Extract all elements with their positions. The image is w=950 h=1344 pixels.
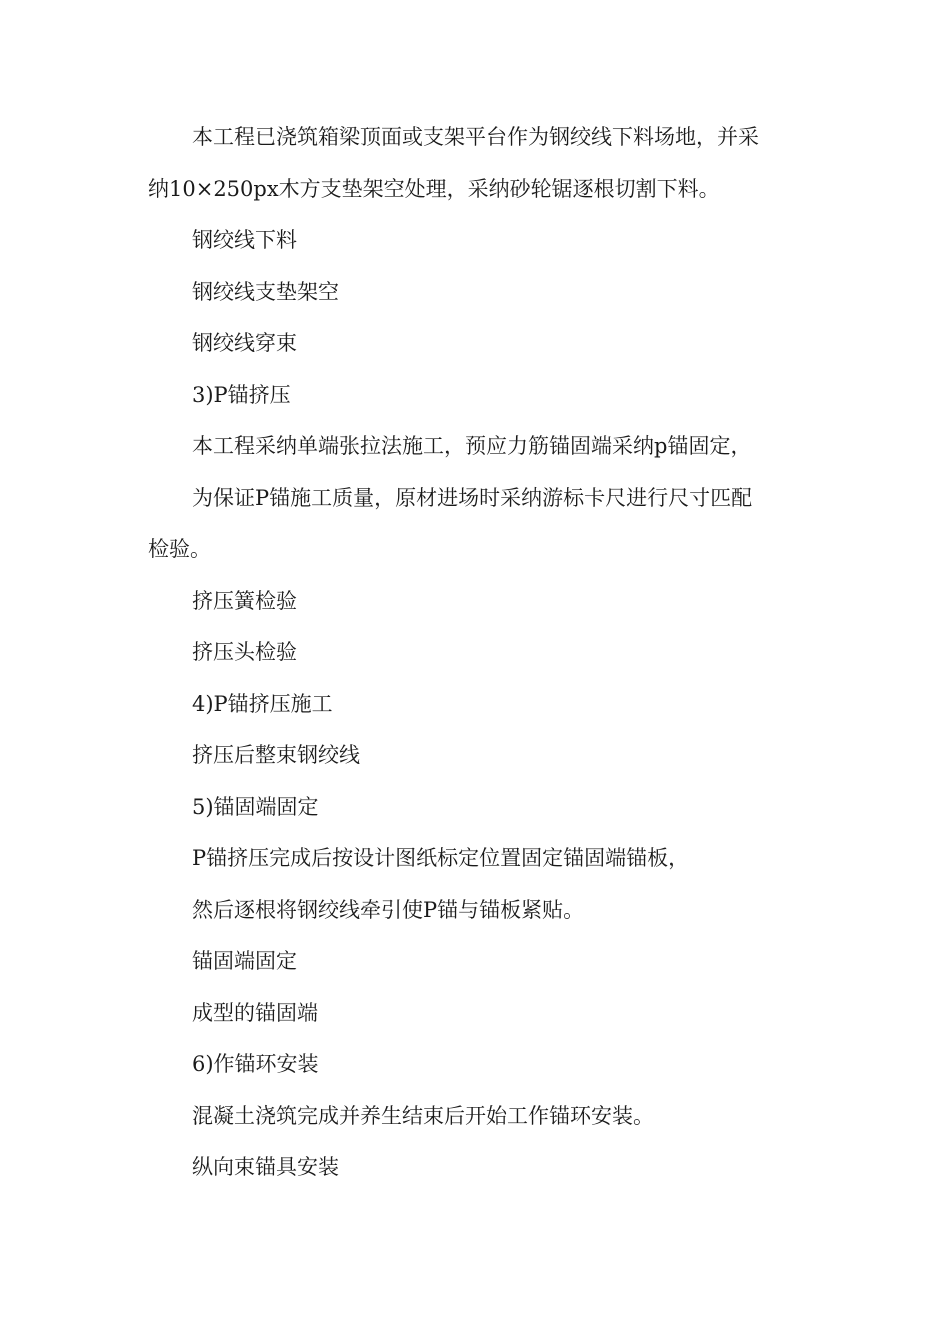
paragraph-line: 然后逐根将钢绞线牵引使P锚与锚板紧贴。 [192,897,585,922]
caption-line: 钢绞线穿束 [192,331,297,355]
caption-line: 钢绞线支垫架空 [192,279,339,304]
section-heading: 4)P锚挤压施工 [192,691,333,716]
paragraph-line: 检验。 [148,537,211,561]
caption-line: 挤压头检验 [192,640,297,664]
caption-line: 钢绞线下料 [192,228,297,252]
paragraph-line: 纳10×250px木方支垫架空处理，采纳砂轮锯逐根切割下料。 [148,176,720,201]
paragraph-line: 本工程采纳单端张拉法施工，预应力筋锚固端采纳p锚固定， [192,434,752,458]
section-heading: 5)锚固端固定 [192,794,319,819]
caption-line: 锚固端固定 [192,949,297,973]
document-body [148,112,808,1194]
caption-line: 挤压后整束钢绞线 [192,743,360,767]
paragraph-line: P锚挤压完成后按设计图纸标定位置固定锚固端锚板， [192,846,690,870]
caption-line: 成型的锚固端 [192,1000,318,1025]
caption-line: 挤压簧检验 [192,588,297,613]
paragraph-line: 混凝土浇筑完成并养生结束后开始工作锚环安装。 [192,1103,654,1128]
paragraph-line: 为保证P锚施工质量，原材进场时采纳游标卡尺进行尺寸匹配 [192,485,753,510]
paragraph-line: 本工程已浇筑箱梁顶面或支架平台作为钢绞线下料场地，并采 [192,125,759,149]
caption-line: 纵向束锚具安装 [192,1155,339,1179]
section-heading: 6)作锚环安装 [192,1052,319,1076]
section-heading: 3)P锚挤压 [192,382,291,407]
